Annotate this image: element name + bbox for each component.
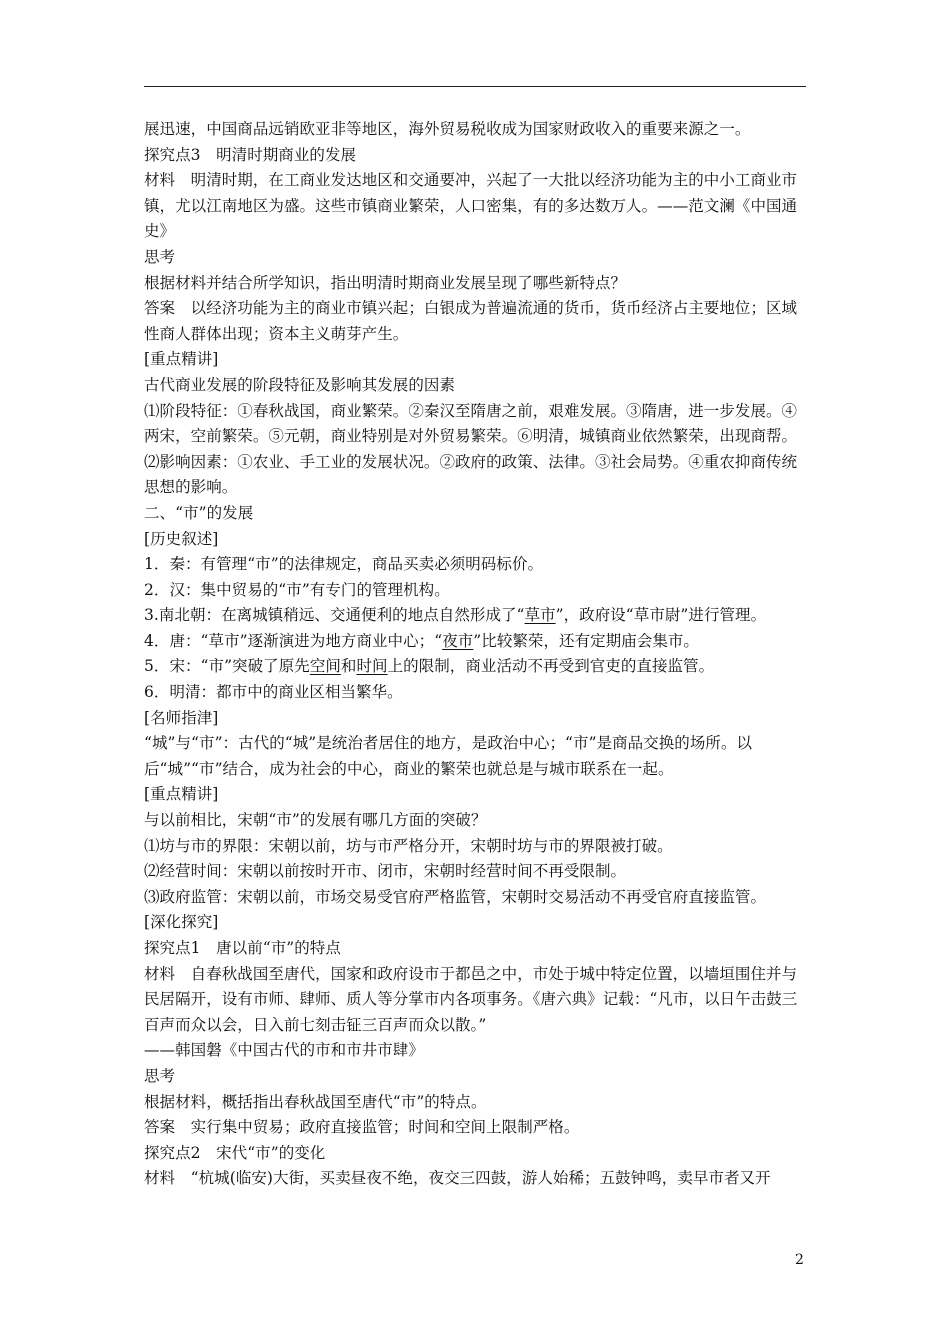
section-heading-market: 二、“市”的发展 — [144, 503, 254, 522]
text-segment: 3.南北朝：在离城镇稍远、交通便利的地点自然形成了“ — [144, 606, 525, 625]
list-item-southern-northern — [144, 603, 812, 629]
underlined-term: 时间 — [356, 657, 388, 676]
key-points-title: 古代商业发展的阶段特征及影响其发展的因素 — [144, 375, 456, 394]
breakthrough-item-2: ⑵经营时间：宋朝以前按时开市、闭市，宋朝时经营时间不再受限制。 — [144, 862, 627, 881]
question-text-2: 根据材料，概括指出春秋战国至唐代“市”的特点。 — [144, 1092, 487, 1111]
text-segment: ”，政府设“草市尉”进行管理。 — [555, 606, 767, 625]
stage-features: ⑴阶段特征：①春秋战国，商业繁荣。②秦汉至隋唐之前，艰难发展。③隋唐，进一步发展。④两宋，空前繁荣。⑤元朝，商业特别是对外贸易繁荣。⑥明清，城镇商业依然繁荣，出现商帮。 — [144, 401, 798, 446]
section-heading-inquiry-1: 探究点1 唐以前“市”的特点 — [144, 939, 341, 957]
answer-paragraph-2: 答案 实行集中贸易；政府直接监管；时间和空间上限制严格。 — [144, 1118, 580, 1137]
text-segment: 上的限制，商业活动不再受到官吏的直接监管。 — [387, 657, 715, 676]
text-segment: 4．唐：“草市”逐渐演进为地方商业中心；“ — [144, 631, 443, 650]
material-paragraph: 材料 明清时期，在工商业发达地区和交通要冲，兴起了一大批以经济功能为主的中小工商业市镇，尤以江南地区为盛。这些市镇商业繁荣，人口密集，有的多达数万人。——范文澜《中国通史》 — [144, 171, 798, 241]
underlined-term: 草市 — [524, 606, 556, 625]
header-rule — [144, 86, 806, 87]
influencing-factors: ⑵影响因素：①农业、手工业的发展状况。②政府的政策、法律。③社会局势。④重农抑商传统思想的影响。 — [144, 452, 798, 497]
song-breakthrough-question: 与以前相比，宋朝“市”的发展有哪几方面的突破？ — [144, 811, 487, 830]
breakthrough-item-3: ⑶政府监管：宋朝以前，市场交易受官府严格监管，宋朝时交易活动不再受官府直接监管。 — [144, 887, 767, 906]
text-segment: ”比较繁荣，还有定期庙会集市。 — [473, 631, 699, 650]
list-item-han: 2．汉：集中贸易的“市”有专门的管理机构。 — [144, 580, 450, 599]
list-item-tang — [144, 629, 812, 655]
teacher-guide-paragraph: “城”与“市”：古代的“城”是统治者居住的地方，是政治中心；“市”是商品交换的场所。以后“城”“市”结合，成为社会的中心，商业的繁荣也就总是与城市联系在一起。 — [144, 734, 753, 778]
underlined-term: 夜市 — [442, 631, 474, 650]
deep-inquiry-label: [深化探究] — [144, 913, 219, 932]
answer-paragraph: 答案 以经济功能为主的商业市镇兴起；白银成为普遍流通的货币，货币经济占主要地位；区域性商人群体出现；资本主义萌芽产生。 — [144, 299, 798, 343]
question-text: 根据材料并结合所学知识，指出明清时期商业发展呈现了哪些新特点？ — [144, 273, 627, 292]
text-segment: 5．宋：“市”突破了原先 — [144, 657, 310, 676]
breakthrough-item-1: ⑴坊与市的界限：宋朝以前，坊与市严格分开，宋朝时坊与市的界限被打破。 — [144, 836, 673, 855]
document-body — [144, 117, 812, 1192]
think-label-2: 思考 — [144, 1066, 176, 1085]
teacher-guide-label: [名师指津] — [144, 708, 219, 727]
section-heading-inquiry-3: 探究点3 明清时期商业的发展 — [144, 145, 357, 164]
material-paragraph-3: 材料 “杭城(临安)大街，买卖昼夜不绝，夜交三四鼓，游人始稀；五鼓钟鸣，卖早市者又开 — [144, 1169, 771, 1188]
material-paragraph-2: 材料 自春秋战国至唐代，国家和政府设市于都邑之中，市处于城中特定位置，以墙垣围住并与民居隔开，设有市师、肆师、质人等分掌市内各项事务。《唐六典》记载：“凡市，以日午击鼓三百声而众以会，日入前七刻击钲三百声而众以散。” — [144, 964, 798, 1034]
section-heading-inquiry-2: 探究点2 宋代“市”的变化 — [144, 1143, 326, 1162]
text-segment: 和 — [340, 657, 357, 676]
history-narrative-label: [历史叙述] — [144, 529, 219, 548]
underlined-term: 空间 — [309, 657, 341, 676]
page-number: 2 — [795, 1252, 804, 1268]
think-label: 思考 — [144, 247, 176, 266]
paragraph-continuation: 展迅速，中国商品远销欧亚非等地区，海外贸易税收成为国家财政收入的重要来源之一。 — [144, 120, 751, 138]
list-item-ming-qing: 6．明清：都市中的商业区相当繁华。 — [144, 683, 403, 702]
list-item-qin: 1．秦：有管理“市”的法律规定，商品买卖必须明码标价。 — [144, 555, 544, 574]
citation: ——韩国磐《中国古代的市和市井市肆》 — [144, 1041, 424, 1060]
key-points-label: [重点精讲] — [144, 350, 219, 369]
list-item-song — [144, 654, 812, 680]
key-points-label-2: [重点精讲] — [144, 785, 219, 804]
